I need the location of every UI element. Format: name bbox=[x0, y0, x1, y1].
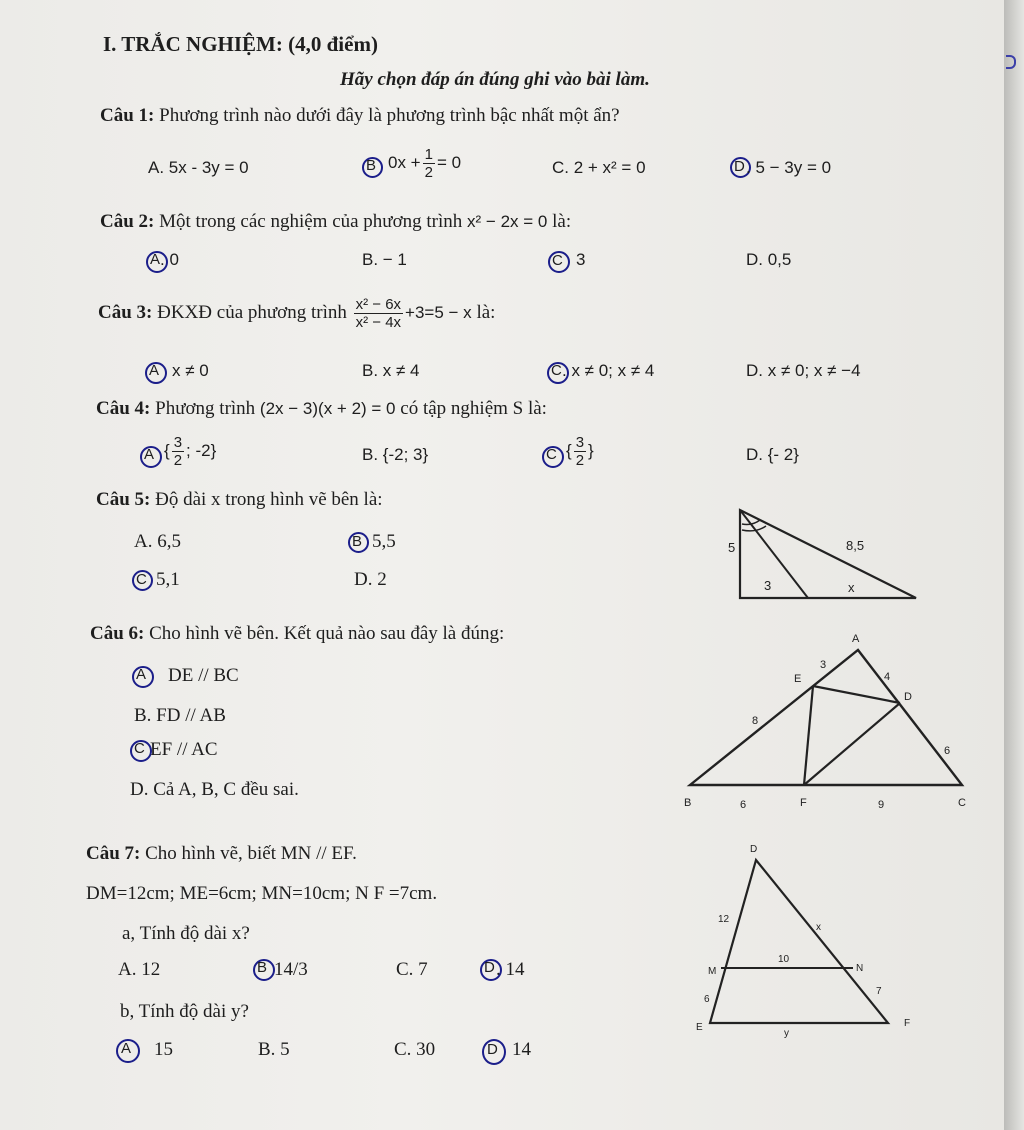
q2-option-a: . 0 bbox=[160, 250, 179, 269]
q7-givens: DM=12cm; ME=6cm; MN=10cm; N F =7cm. bbox=[86, 883, 438, 904]
q2-stem: Câu 2: Một trong các nghiệm của phương trình x² − 2x = 0 là: bbox=[100, 211, 572, 232]
q7a-option-d-letter: D bbox=[484, 959, 495, 976]
q7b-stem: b, Tính độ dài y? bbox=[120, 1001, 249, 1022]
q7a-option-b: 14/3 bbox=[274, 959, 308, 980]
q3-option-b: B. x ≠ 4 bbox=[362, 361, 420, 380]
q2-option-c-letter: C bbox=[552, 252, 563, 269]
q7a-option-b-letter: B bbox=[257, 959, 268, 976]
q7b-option-c: C. 30 bbox=[394, 1039, 436, 1060]
point-f: F bbox=[904, 1018, 911, 1029]
q1-option-a: A. 5x - 3y = 0 bbox=[148, 158, 249, 177]
q5-option-b-letter: B bbox=[352, 533, 363, 550]
q5-stem: Câu 5: Độ dài x trong hình vẽ bên là: bbox=[96, 489, 383, 510]
q4-option-b: B. {-2; 3} bbox=[362, 445, 429, 464]
label-12: 12 bbox=[718, 914, 730, 925]
q7b-option-b: B. 5 bbox=[258, 1039, 290, 1060]
q7-triangle-figure bbox=[690, 840, 930, 1050]
q5-option-a: A. 6,5 bbox=[134, 531, 181, 552]
q5-option-c: 5,1 bbox=[156, 569, 180, 590]
label-6: 6 bbox=[704, 994, 710, 1005]
section-title: I. TRẮC NGHIỆM: (4,0 điểm) bbox=[103, 32, 378, 56]
label-6-bottom: 6 bbox=[740, 799, 747, 811]
point-n: N bbox=[856, 963, 864, 974]
q4-option-d: D. {- 2} bbox=[746, 445, 799, 464]
q2-option-b: B. − 1 bbox=[362, 250, 407, 269]
q3-option-a: x ≠ 0 bbox=[172, 361, 209, 380]
q3-option-d: D. x ≠ 0; x ≠ −4 bbox=[746, 361, 861, 380]
point-c: C bbox=[958, 797, 966, 809]
q5-triangle-figure bbox=[720, 500, 930, 610]
label-x: x bbox=[816, 922, 821, 933]
label-6-right: 6 bbox=[944, 745, 951, 757]
q7a-stem: a, Tính độ dài x? bbox=[122, 923, 250, 944]
q2-option-a-letter: A bbox=[150, 251, 161, 268]
ink-mark bbox=[1006, 55, 1016, 69]
label-5: 5 bbox=[728, 540, 736, 555]
q6-option-c-letter: C bbox=[134, 740, 145, 757]
label-10: 10 bbox=[778, 954, 790, 965]
q6-option-a-letter: A bbox=[136, 666, 147, 683]
q1-stem: Câu 1: Phương trình nào dưới đây là phương trình bậc nhất một ẩn? bbox=[100, 105, 620, 126]
q2-option-c: 3 bbox=[576, 250, 586, 269]
point-m: M bbox=[708, 966, 717, 977]
page-edge bbox=[1004, 0, 1024, 1130]
q1-option-b-letter: B bbox=[366, 157, 377, 174]
point-f: F bbox=[800, 797, 807, 809]
q6-option-a: DE // BC bbox=[168, 665, 239, 686]
q3-option-c-letter: C bbox=[551, 362, 562, 379]
q6-option-b: B. FD // AB bbox=[134, 705, 226, 726]
instruction: Hãy chọn đáp án đúng ghi vào bài làm. bbox=[340, 69, 650, 90]
label-y: y bbox=[784, 1028, 789, 1039]
q5-option-d: D. 2 bbox=[354, 569, 387, 590]
label-4: 4 bbox=[884, 671, 891, 683]
label-9: 9 bbox=[878, 799, 885, 811]
label-8: 8 bbox=[752, 715, 759, 727]
q4-option-a-letter: A bbox=[144, 446, 155, 463]
q3-stem: Câu 3: ĐKXĐ của phương trình $\frac{\text{x² − 6x}}{\text{x² − 4x}}$ +3=5 − x là: bbox=[98, 296, 496, 331]
q7a-option-d: . 14 bbox=[496, 959, 525, 980]
point-e: E bbox=[696, 1022, 703, 1033]
q6-triangle-figure bbox=[680, 630, 980, 820]
q3-option-a-letter: A bbox=[149, 362, 160, 379]
q7b-option-d: 14 bbox=[512, 1039, 531, 1060]
q6-option-d: D. Cả A, B, C đều sai. bbox=[130, 779, 299, 800]
label-7: 7 bbox=[876, 986, 882, 997]
q1-option-d: . 5 − 3y = 0 bbox=[746, 158, 832, 177]
q4-option-a: { $\frac{3}{2}$ ; -2} bbox=[164, 434, 217, 469]
q1-option-d-letter: D bbox=[734, 158, 745, 175]
label-x: x bbox=[848, 580, 855, 595]
q6-option-c: EF // AC bbox=[150, 739, 218, 760]
point-d: D bbox=[904, 691, 912, 703]
q4-option-c: { $\frac{3}{2}$ } bbox=[566, 434, 594, 469]
q3-option-c: . x ≠ 0; x ≠ 4 bbox=[562, 361, 655, 380]
point-e: E bbox=[794, 673, 802, 685]
q5-option-c-letter: C bbox=[136, 571, 147, 588]
point-b: B bbox=[684, 797, 692, 809]
label-3: 3 bbox=[764, 578, 772, 593]
q7b-option-a: 15 bbox=[154, 1039, 173, 1060]
q4-stem: Câu 4: Phương trình (2x − 3)(x + 2) = 0 có tập nghiệm S là: bbox=[96, 398, 547, 419]
q6-stem: Câu 6: Cho hình vẽ bên. Kết quả nào sau đây là đúng: bbox=[90, 623, 505, 644]
q2-option-d: D. 0,5 bbox=[746, 250, 792, 269]
q7-stem: Câu 7: Cho hình vẽ, biết MN // EF. bbox=[86, 843, 357, 864]
q5-option-b: 5,5 bbox=[372, 531, 396, 552]
q4-option-c-letter: C bbox=[546, 446, 557, 463]
label-3: 3 bbox=[820, 659, 827, 671]
label-8-5: 8,5 bbox=[846, 538, 865, 553]
q7b-option-a-letter: A bbox=[121, 1040, 132, 1057]
point-a: A bbox=[852, 633, 860, 645]
q1-option-b: 0x + $\frac{1}{2}$ = 0 bbox=[388, 146, 462, 181]
point-d: D bbox=[750, 844, 758, 855]
q7b-option-d-letter: D bbox=[487, 1041, 498, 1058]
q1-option-c: C. 2 + x² = 0 bbox=[552, 158, 646, 177]
q7a-option-c: C. 7 bbox=[396, 959, 428, 980]
q7a-option-a: A. 12 bbox=[118, 959, 161, 980]
